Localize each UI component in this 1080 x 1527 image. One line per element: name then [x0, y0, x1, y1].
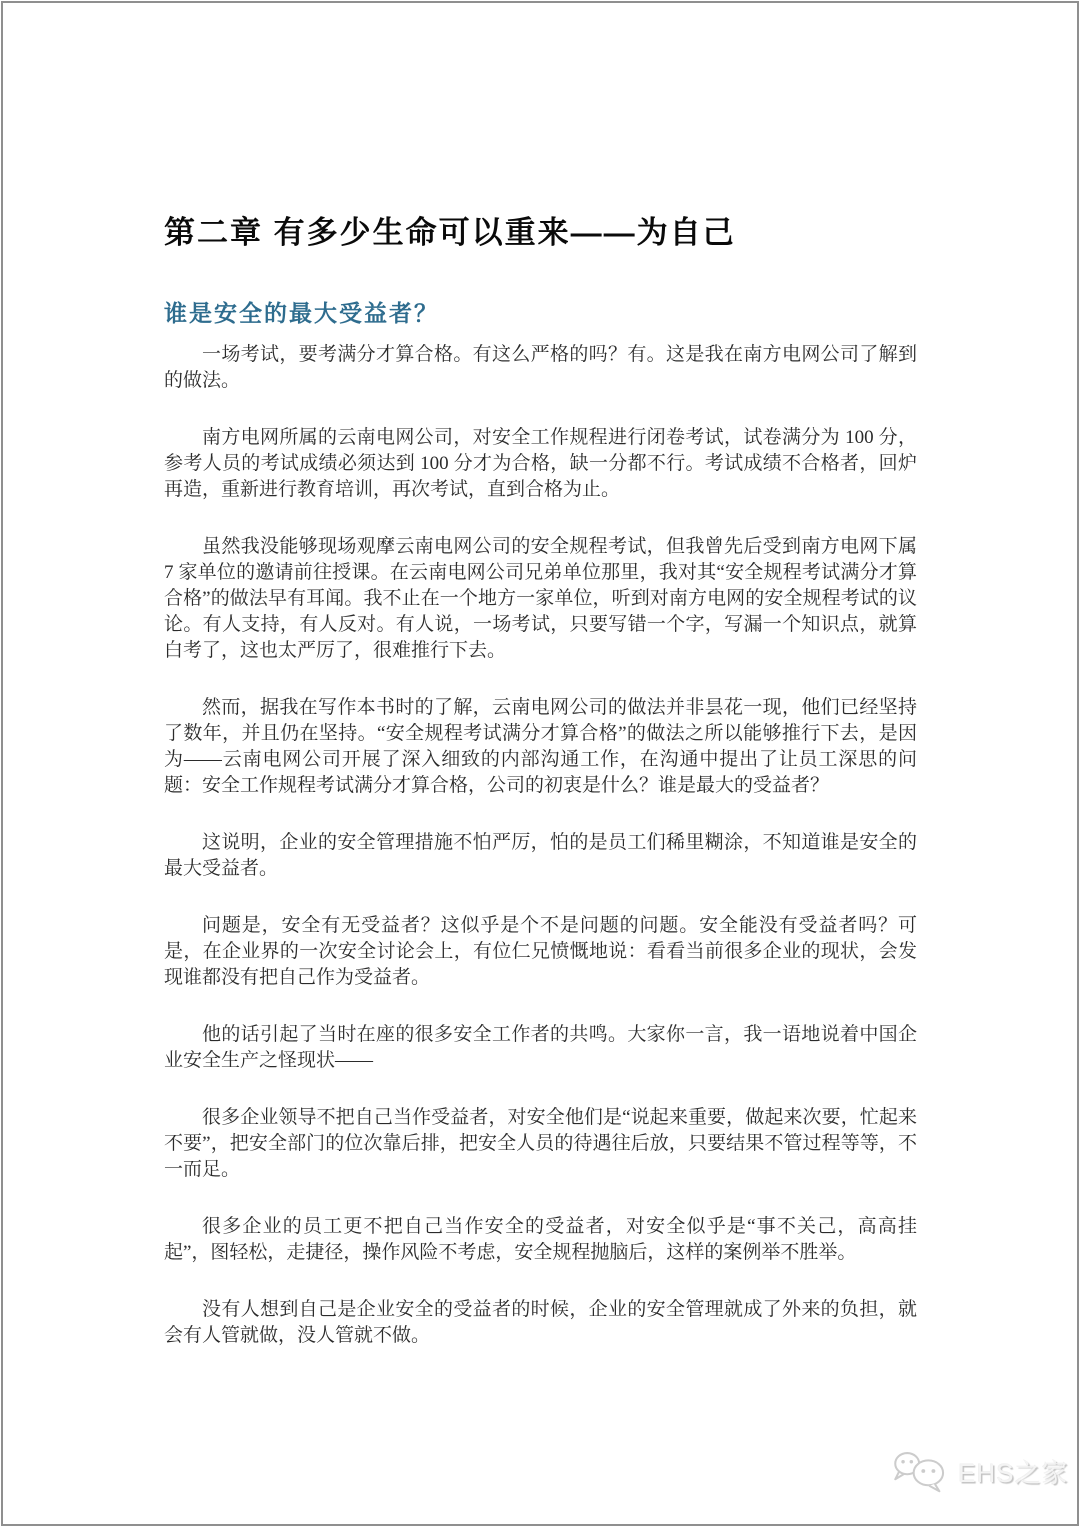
chapter-title: 第二章 有多少生命可以重来——为自己 [164, 214, 736, 250]
paragraph: 他的话引起了当时在座的很多安全工作者的共鸣。大家你一言，我一语地说着中国企业安全生产之怪现状—— [164, 1024, 917, 1071]
wechat-icon [891, 1448, 951, 1494]
paragraph: 然而，据我在写作本书时的了解，云南电网公司的做法并非昙花一现，他们已经坚持了数年，并且仍在坚持。“安全规程考试满分才算合格”的做法之所以能够推行下去，是因为——云南电网公司开展了深入细致的内部沟通工作，在沟通中提出了让员工深思的问题：安全工作规程考试满分才算合格，公司的初衷是什么？谁是最大的受益者？ [164, 697, 917, 796]
paragraph: 南方电网所属的云南电网公司，对安全工作规程进行闭卷考试，试卷满分为 100 分，参考人员的考试成绩必须达到 100 分才为合格，缺一分都不行。考试成绩不合格者，回炉再造，重新进行教育培训，再次考试，直到合格为止。 [164, 427, 917, 500]
paragraph: 问题是，安全有无受益者？这似乎是个不是问题的问题。安全能没有受益者吗？可是，在企业界的一次安全讨论会上，有位仁兄愤慨地说：看看当前很多企业的现状，会发现谁都没有把自己作为受益者。 [164, 915, 917, 988]
watermark [891, 1448, 1068, 1494]
paragraph: 这说明，企业的安全管理措施不怕严厉，怕的是员工们稀里糊涂，不知道谁是安全的最大受益者。 [164, 832, 917, 879]
paragraph: 很多企业领导不把自己当作受益者，对安全他们是“说起来重要，做起来次要，忙起来不要”，把安全部门的位次靠后排，把安全人员的待遇往后放，只要结果不管过程等等，不一而足。 [164, 1107, 917, 1180]
paragraph: 没有人想到自己是企业安全的受益者的时候，企业的安全管理就成了外来的负担，就会有人管就做，没人管就不做。 [164, 1299, 917, 1346]
body-text [164, 342, 917, 1380]
watermark-label: EHS之家 [958, 1457, 1069, 1488]
section-title: 谁是安全的最大受益者？ [164, 300, 439, 327]
paragraph: 很多企业的员工更不把自己当作安全的受益者，对安全似乎是“事不关己，高高挂起”，图轻松，走捷径，操作风险不考虑，安全规程抛脑后，这样的案例举不胜举。 [164, 1216, 917, 1263]
paragraph: 虽然我没能够现场观摩云南电网公司的安全规程考试，但我曾先后受到南方电网下属 7 家单位的邀请前往授课。在云南电网公司兄弟单位那里，我对其“安全规程考试满分才算合格”的做法早有耳闻。我不止在一个地方一家单位，听到对南方电网的安全规程考试的议论。有人支持，有人反对。有人说，一场考试，只要写错一个字，写漏一个知识点，就算白考了，这也太严厉了，很难推行下去。 [164, 536, 917, 661]
paragraph: 一场考试，要考满分才算合格。有这么严格的吗？有。这是我在南方电网公司了解到的做法。 [164, 344, 917, 391]
